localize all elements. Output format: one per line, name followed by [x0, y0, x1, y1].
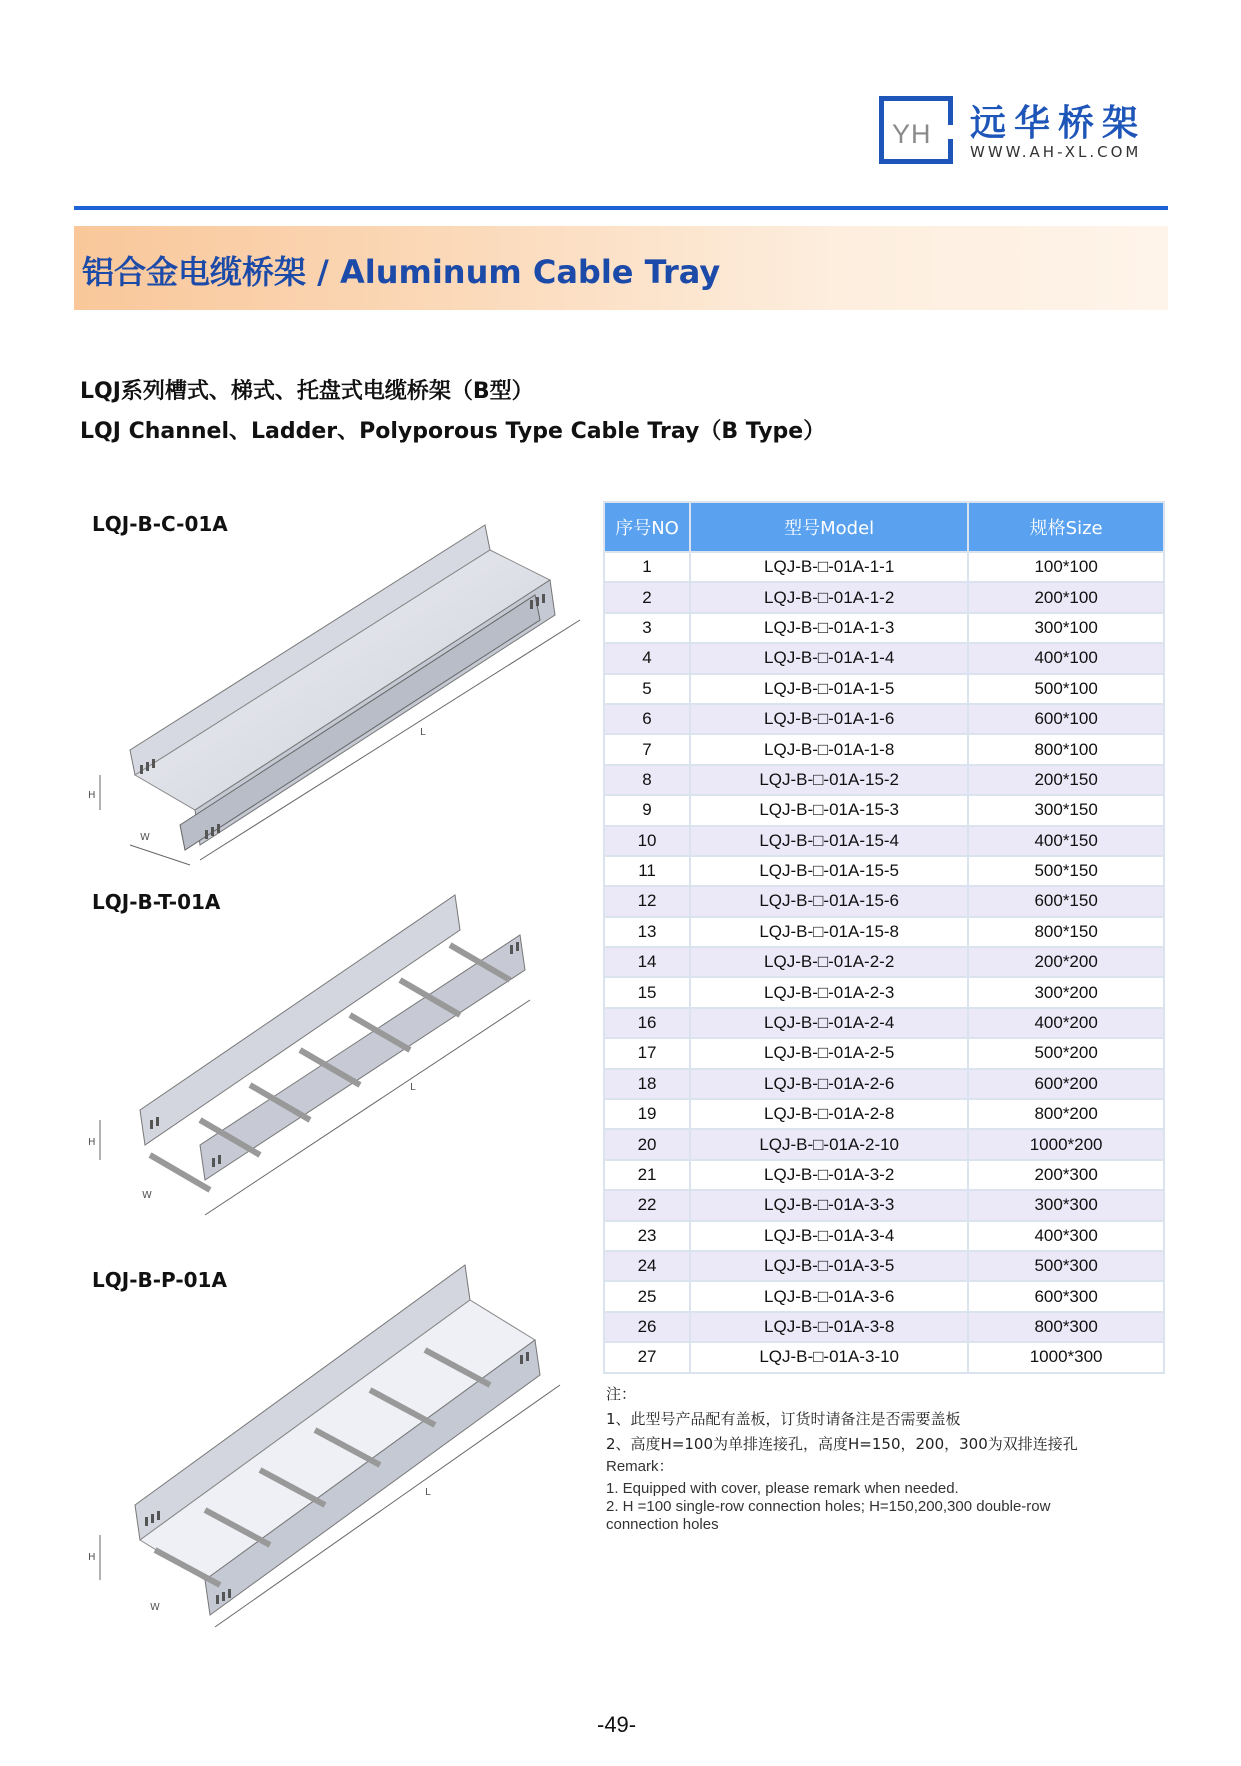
table-row [604, 917, 1164, 947]
cell-no: 5 [604, 674, 690, 704]
cell-size: 300*300 [968, 1190, 1164, 1220]
table-row [604, 1038, 1164, 1068]
cell-no: 7 [604, 734, 690, 764]
cell-model: LQJ-B-□-01A-15-2 [690, 765, 968, 795]
table-row [604, 765, 1164, 795]
table-row [604, 1342, 1164, 1372]
cell-no: 25 [604, 1281, 690, 1311]
cell-size: 400*300 [968, 1221, 1164, 1251]
remark-item: 2. H =100 single-row connection holes; H=150,200,300 double-row connection holes [606, 1498, 1051, 1533]
table-row [604, 856, 1164, 886]
cell-size: 800*300 [968, 1312, 1164, 1342]
table-row [604, 947, 1164, 977]
cell-size: 300*200 [968, 977, 1164, 1007]
cell-size: 800*150 [968, 917, 1164, 947]
cell-size: 100*100 [968, 552, 1164, 582]
cell-no: 16 [604, 1008, 690, 1038]
notes-heading: 注： [606, 1385, 637, 1403]
cell-no: 9 [604, 795, 690, 825]
cell-no: 10 [604, 826, 690, 856]
cell-size: 500*300 [968, 1251, 1164, 1281]
cell-no: 12 [604, 886, 690, 916]
table-row [604, 1160, 1164, 1190]
table-row [604, 1190, 1164, 1220]
table-row [604, 613, 1164, 643]
cell-no: 11 [604, 856, 690, 886]
dim-h-3: H [88, 1552, 96, 1563]
cell-no: 13 [604, 917, 690, 947]
cell-size: 500*100 [968, 674, 1164, 704]
table-row [604, 1099, 1164, 1129]
table-row [604, 1281, 1164, 1311]
cell-model: LQJ-B-□-01A-3-5 [690, 1251, 968, 1281]
notes-cn [606, 1382, 1078, 1457]
table-row [604, 643, 1164, 673]
table-row [604, 552, 1164, 582]
cell-model: LQJ-B-□-01A-3-3 [690, 1190, 968, 1220]
dim-w: W [140, 832, 150, 843]
cell-no: 2 [604, 582, 690, 612]
cell-size: 400*100 [968, 643, 1164, 673]
header-model: 型号Model [690, 502, 968, 552]
table-row [604, 886, 1164, 916]
page-number: -49- [597, 1712, 637, 1737]
notes-en [606, 1458, 1126, 1534]
subtitle-en: LQJ Channel、Ladder、Polyporous Type Cable Tray（B Type） [80, 419, 826, 444]
logo-letters: YH [892, 119, 932, 149]
cell-no: 21 [604, 1160, 690, 1190]
cell-model: LQJ-B-□-01A-2-2 [690, 947, 968, 977]
cell-size: 200*100 [968, 582, 1164, 612]
cell-model: LQJ-B-□-01A-1-3 [690, 613, 968, 643]
title-band [74, 226, 1168, 310]
cell-model: LQJ-B-□-01A-2-3 [690, 977, 968, 1007]
channel-tray-image [80, 520, 600, 870]
cell-model: LQJ-B-□-01A-1-6 [690, 704, 968, 734]
cell-size: 500*150 [968, 856, 1164, 886]
header-no: 序号NO [604, 502, 690, 552]
table-row [604, 704, 1164, 734]
cell-size: 600*200 [968, 1069, 1164, 1099]
cell-model: LQJ-B-□-01A-3-4 [690, 1221, 968, 1251]
cell-size: 500*200 [968, 1038, 1164, 1068]
cell-model: LQJ-B-□-01A-15-4 [690, 826, 968, 856]
cell-model: LQJ-B-□-01A-2-4 [690, 1008, 968, 1038]
cell-size: 200*200 [968, 947, 1164, 977]
page-title: 铝合金电缆桥架 / Aluminum Cable Tray [82, 253, 721, 291]
cell-model: LQJ-B-□-01A-1-2 [690, 582, 968, 612]
note-item: 2、高度H=100为单排连接孔，高度H=150，200，300为双排连接孔 [606, 1435, 1078, 1453]
product-label-ladder: LQJ-B-T-01A [92, 890, 221, 914]
table-row [604, 1008, 1164, 1038]
cell-no: 19 [604, 1099, 690, 1129]
product-label-polyporous: LQJ-B-P-01A [92, 1268, 227, 1292]
ladder-tray-image [80, 880, 600, 1240]
cell-no: 23 [604, 1221, 690, 1251]
table-row [604, 1251, 1164, 1281]
cell-no: 15 [604, 977, 690, 1007]
dim-w-2: W [142, 1190, 152, 1201]
dim-h-2: H [88, 1137, 96, 1148]
spec-table [603, 501, 1165, 1374]
header-divider [74, 206, 1168, 210]
cell-no: 3 [604, 613, 690, 643]
cell-size: 300*150 [968, 795, 1164, 825]
cell-model: LQJ-B-□-01A-3-2 [690, 1160, 968, 1190]
cell-size: 400*150 [968, 826, 1164, 856]
cell-size: 1000*300 [968, 1342, 1164, 1372]
cell-model: LQJ-B-□-01A-2-8 [690, 1099, 968, 1129]
cell-no: 1 [604, 552, 690, 582]
cell-size: 800*200 [968, 1099, 1164, 1129]
cell-size: 300*100 [968, 613, 1164, 643]
cell-no: 14 [604, 947, 690, 977]
cell-model: LQJ-B-□-01A-2-6 [690, 1069, 968, 1099]
cell-size: 600*100 [968, 704, 1164, 734]
cell-size: 800*100 [968, 734, 1164, 764]
table-row [604, 734, 1164, 764]
cell-model: LQJ-B-□-01A-1-1 [690, 552, 968, 582]
header-size: 规格Size [968, 502, 1164, 552]
table-row [604, 826, 1164, 856]
cell-model: LQJ-B-□-01A-2-5 [690, 1038, 968, 1068]
remark-heading: Remark： [606, 1458, 674, 1475]
cell-model: LQJ-B-□-01A-3-10 [690, 1342, 968, 1372]
table-row [604, 1312, 1164, 1342]
table-row [604, 1221, 1164, 1251]
table-row [604, 582, 1164, 612]
cell-no: 18 [604, 1069, 690, 1099]
cell-no: 17 [604, 1038, 690, 1068]
cell-no: 27 [604, 1342, 690, 1372]
cell-size: 200*300 [968, 1160, 1164, 1190]
cell-model: LQJ-B-□-01A-3-8 [690, 1312, 968, 1342]
cell-model: LQJ-B-□-01A-1-8 [690, 734, 968, 764]
remark-item: 1. Equipped with cover, please remark when needed. [606, 1480, 959, 1497]
dim-l-3: L [425, 1487, 431, 1498]
dim-l-2: L [410, 1082, 416, 1093]
table-row [604, 1129, 1164, 1159]
cell-no: 6 [604, 704, 690, 734]
polyporous-tray-image [80, 1255, 600, 1635]
brand-logo [879, 96, 953, 164]
cell-no: 26 [604, 1312, 690, 1342]
table-row [604, 1069, 1164, 1099]
dim-w-3: W [150, 1602, 160, 1613]
cell-size: 600*300 [968, 1281, 1164, 1311]
cell-model: LQJ-B-□-01A-15-6 [690, 886, 968, 916]
cell-no: 20 [604, 1129, 690, 1159]
dim-l: L [420, 727, 426, 738]
cell-size: 1000*200 [968, 1129, 1164, 1159]
cell-model: LQJ-B-□-01A-1-4 [690, 643, 968, 673]
subtitle-cn: LQJ系列槽式、梯式、托盘式电缆桥架（B型） [80, 379, 534, 404]
cell-model: LQJ-B-□-01A-2-10 [690, 1129, 968, 1159]
cell-size: 200*150 [968, 765, 1164, 795]
cell-model: LQJ-B-□-01A-15-5 [690, 856, 968, 886]
table-row [604, 795, 1164, 825]
cell-no: 4 [604, 643, 690, 673]
cell-no: 8 [604, 765, 690, 795]
brand-url: WWW.AH-XL.COM [970, 143, 1142, 161]
table-row [604, 977, 1164, 1007]
cell-no: 24 [604, 1251, 690, 1281]
table-header-row [604, 502, 1164, 552]
cell-size: 600*150 [968, 886, 1164, 916]
table-row [604, 674, 1164, 704]
product-label-channel: LQJ-B-C-01A [92, 512, 228, 536]
cell-no: 22 [604, 1190, 690, 1220]
cell-size: 400*200 [968, 1008, 1164, 1038]
cell-model: LQJ-B-□-01A-3-6 [690, 1281, 968, 1311]
note-item: 1、此型号产品配有盖板，订货时请备注是否需要盖板 [606, 1410, 961, 1428]
cell-model: LQJ-B-□-01A-15-8 [690, 917, 968, 947]
cell-model: LQJ-B-□-01A-1-5 [690, 674, 968, 704]
brand-name: 远华桥架 [970, 103, 1147, 144]
cell-model: LQJ-B-□-01A-15-3 [690, 795, 968, 825]
dim-h: H [88, 790, 96, 801]
